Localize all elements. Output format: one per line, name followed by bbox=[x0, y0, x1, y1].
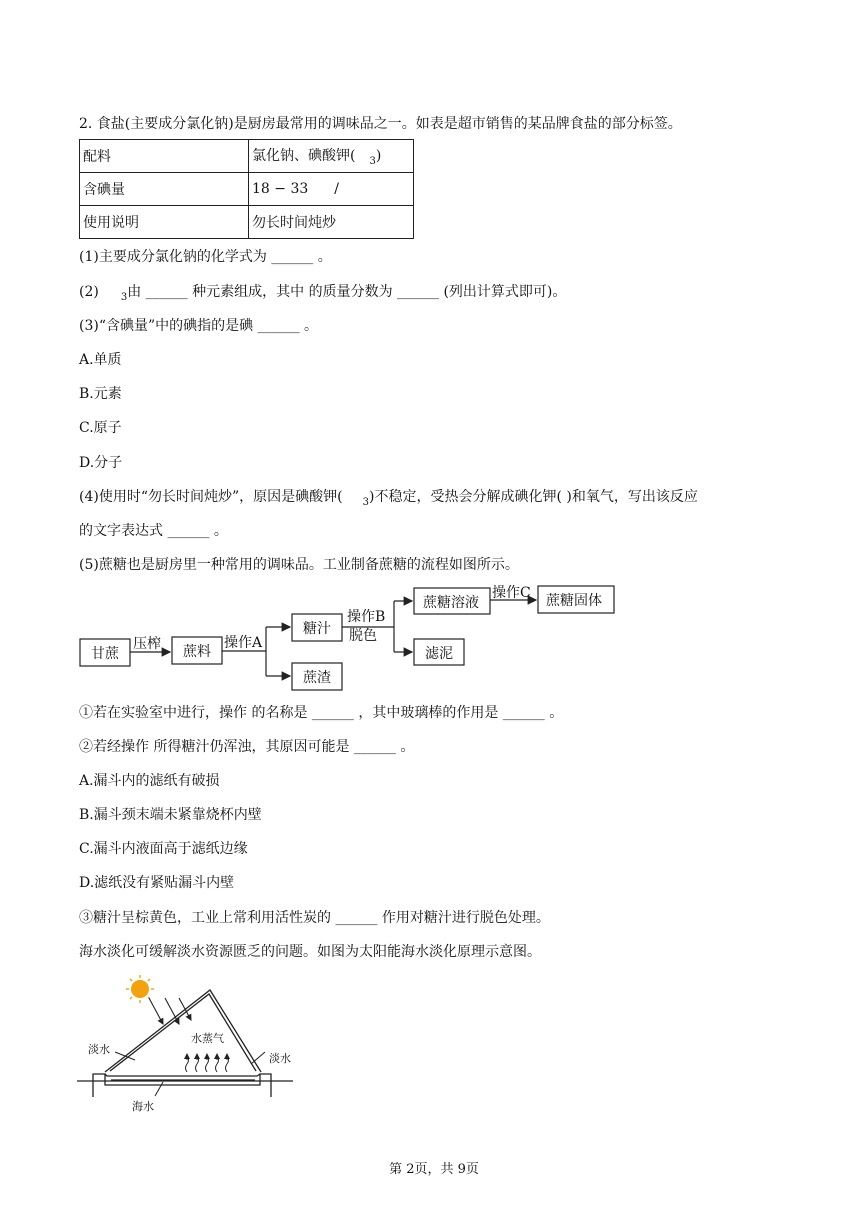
label-op-c: 操作C bbox=[492, 585, 531, 601]
table-row bbox=[80, 173, 414, 206]
table-cell-value: 氯化钠、碘酸钾( $_3$) bbox=[249, 140, 414, 173]
sub-question-3: ③糖汁呈棕黄色，工业上常利用活性炭的 ______ 作用对糖汁进行脱色处理。 bbox=[79, 910, 550, 926]
question-1: (1)主要成分氯化钠的化学式为 ______ 。 bbox=[79, 249, 332, 265]
question-3: (3)“含碘量”中的碘指的是碘 ______ 。 bbox=[79, 318, 319, 334]
solar-desalination-diagram bbox=[75, 972, 305, 1120]
option-c: C.原子 bbox=[79, 420, 122, 436]
label-ganzhe: 甘蔗 bbox=[91, 646, 119, 662]
label-danshui-right: 淡水 bbox=[269, 1052, 291, 1065]
sugar-process-flowchart bbox=[70, 580, 630, 695]
option-d: D.滤纸没有紧贴漏斗内壁 bbox=[79, 875, 235, 891]
question-4-line1: (4)使用时“勿长时间炖炒”，原因是碘酸钾( $_3$)不稳定，受热会分解成碘化钾( )和氧气，写出该反应 bbox=[79, 489, 698, 508]
table-row bbox=[80, 206, 414, 239]
sub-question-2: ②若经操作 所得糖汁仍浑浊，其原因可能是 ______ 。 bbox=[79, 739, 415, 755]
label-zhengqi: 水蒸气 bbox=[191, 1032, 224, 1045]
label-luni: 滤泥 bbox=[425, 646, 453, 662]
label-tuose: 脱色 bbox=[349, 628, 377, 644]
table-cell-value: 18 − 33 / bbox=[249, 173, 414, 206]
option-c: C.漏斗内液面高于滤纸边缘 bbox=[79, 841, 248, 857]
label-tangzhi: 糖汁 bbox=[303, 621, 331, 637]
label-haishui: 海水 bbox=[132, 1100, 154, 1113]
question-5: (5)蔗糖也是厨房里一种常用的调味品。工业制备蔗糖的流程如图所示。 bbox=[79, 557, 519, 573]
question-2: (2) $_3$由 ______ 种元素组成，其中 的质量分数为 ______ (列出计算式即可)。 bbox=[79, 284, 567, 303]
label-zheliao: 蔗料 bbox=[183, 644, 211, 660]
label-guti: 蔗糖固体 bbox=[546, 593, 602, 609]
table-cell-label: 配料 bbox=[80, 140, 249, 173]
option-d: D.分子 bbox=[79, 455, 123, 471]
table-cell-value: 勿长时间炖炒 bbox=[249, 206, 414, 239]
label-op-b: 操作B bbox=[347, 609, 386, 625]
table-cell-label: 使用说明 bbox=[80, 206, 249, 239]
option-b: B.漏斗颈末端未紧靠烧杯内壁 bbox=[79, 807, 262, 823]
label-yazha: 压榨 bbox=[133, 636, 161, 652]
option-a: A.漏斗内的滤纸有破损 bbox=[79, 773, 220, 789]
label-danshui-left: 淡水 bbox=[88, 1043, 110, 1056]
option-a: A.单质 bbox=[79, 352, 122, 368]
label-rongye: 蔗糖溶液 bbox=[423, 595, 479, 611]
desalination-intro: 海水淡化可缓解淡水资源匮乏的问题。如图为太阳能海水淡化原理示意图。 bbox=[79, 944, 541, 960]
question-intro: 2. 食盐(主要成分氯化钠)是厨房最常用的调味品之一。如表是超市销售的某品牌食盐的部分标签。 bbox=[79, 116, 682, 132]
page-footer: 第 2页，共 9页 bbox=[389, 1162, 479, 1177]
label-zhezha: 蔗渣 bbox=[303, 670, 331, 686]
option-b: B.元素 bbox=[79, 386, 122, 402]
table-row bbox=[80, 140, 414, 173]
question-4-line2: 的文字表达式 ______ 。 bbox=[79, 523, 228, 539]
sub-question-1: ①若在实验室中进行，操作 的名称是 ______ ，其中玻璃棒的作用是 ______ 。 bbox=[79, 705, 564, 721]
salt-label-table bbox=[79, 139, 414, 239]
label-op-a: 操作A bbox=[224, 635, 263, 651]
table-cell-label: 含碘量 bbox=[80, 173, 249, 206]
